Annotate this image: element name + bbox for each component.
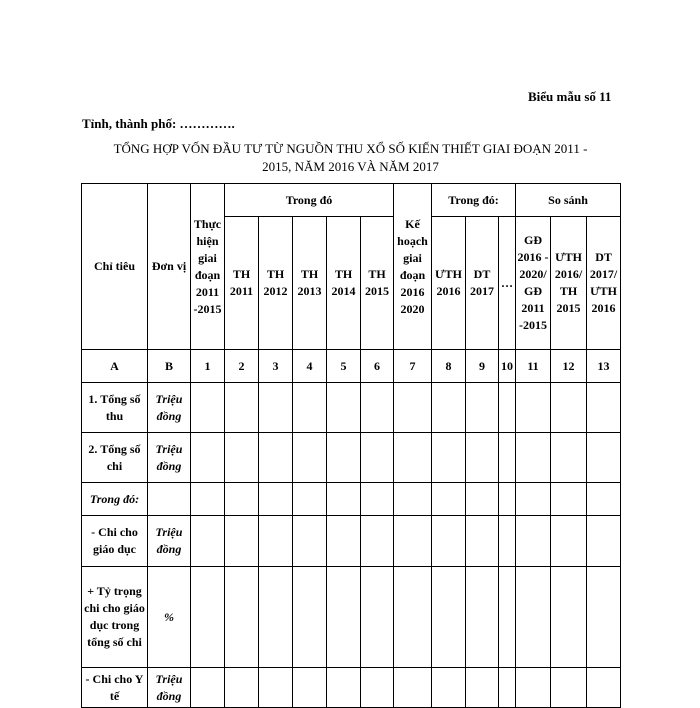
column-code: 13: [587, 350, 621, 383]
column-code-row: [82, 350, 621, 383]
row-unit: Triệu đồng: [148, 433, 191, 483]
column-code: 11: [516, 350, 551, 383]
table-row: [82, 668, 621, 708]
column-code: 8: [432, 350, 466, 383]
province-field: Tỉnh, thành phố: ………….: [82, 116, 235, 131]
row-unit: Triệu đồng: [148, 516, 191, 567]
title-line-1: TỔNG HỢP VỐN ĐẦU TƯ TỪ NGUỒN THU XỔ SỐ KIẾN THIẾT GIAI ĐOẠN 2011 -: [113, 141, 588, 156]
header-dt-compare: DT 2017/ ƯTH 2016: [587, 217, 621, 350]
header-uth-2016: ƯTH 2016: [432, 217, 466, 350]
header-uth-compare: ƯTH 2016/ TH 2015: [551, 217, 587, 350]
header-th-2015: TH 2015: [361, 217, 394, 350]
page-title: [82, 140, 619, 176]
summary-table: [81, 183, 621, 708]
header-th-2011: TH 2011: [225, 217, 259, 350]
header-ellipsis: …: [499, 217, 516, 350]
table-row: [82, 433, 621, 483]
header-trong-do-1: Trong đó: [225, 184, 394, 217]
row-label: Trong đó:: [82, 483, 148, 516]
row-unit: %: [148, 567, 191, 668]
header-th-2013: TH 2013: [293, 217, 327, 350]
row-unit: [148, 483, 191, 516]
column-code: 9: [466, 350, 499, 383]
header-so-sanh: So sánh: [516, 184, 621, 217]
header-thuc-hien: Thực hiện giai đoạn 2011 -2015: [191, 184, 225, 350]
table-row: [82, 483, 621, 516]
column-code: 5: [327, 350, 361, 383]
column-code: 7: [394, 350, 432, 383]
header-th-2014: TH 2014: [327, 217, 361, 350]
table-row: [82, 516, 621, 567]
column-code: 1: [191, 350, 225, 383]
row-label: 1. Tổng số thu: [82, 383, 148, 433]
header-trong-do-2: Trong đó:: [432, 184, 516, 217]
row-unit: Triệu đồng: [148, 668, 191, 708]
header-ke-hoach: Kế hoạch giai đoạn 2016 2020: [394, 184, 432, 350]
title-line-2: 2015, NĂM 2016 VÀ NĂM 2017: [262, 159, 439, 174]
table-row: [82, 383, 621, 433]
row-label: 2. Tổng số chi: [82, 433, 148, 483]
form-number: Biểu mẫu số 11: [528, 89, 612, 104]
row-label: - Chi cho Y tế: [82, 668, 148, 708]
row-unit: Triệu đồng: [148, 383, 191, 433]
column-code: 6: [361, 350, 394, 383]
column-code: A: [82, 350, 148, 383]
header-dt-2017: DT 2017: [466, 217, 499, 350]
column-code: B: [148, 350, 191, 383]
column-code: 3: [259, 350, 293, 383]
header-gd-compare: GĐ 2016 - 2020/ GĐ 2011 -2015: [516, 217, 551, 350]
header-th-2012: TH 2012: [259, 217, 293, 350]
table-row: [82, 567, 621, 668]
column-code: 2: [225, 350, 259, 383]
header-chi-tieu: Chỉ tiêu: [82, 184, 148, 350]
column-code: 4: [293, 350, 327, 383]
column-code: 12: [551, 350, 587, 383]
row-label: + Tỷ trọng chi cho giáo dục trong tổng số chi: [82, 567, 148, 668]
column-code: 10: [499, 350, 516, 383]
row-label: - Chi cho giáo dục: [82, 516, 148, 567]
header-don-vi: Đơn vị: [148, 184, 191, 350]
